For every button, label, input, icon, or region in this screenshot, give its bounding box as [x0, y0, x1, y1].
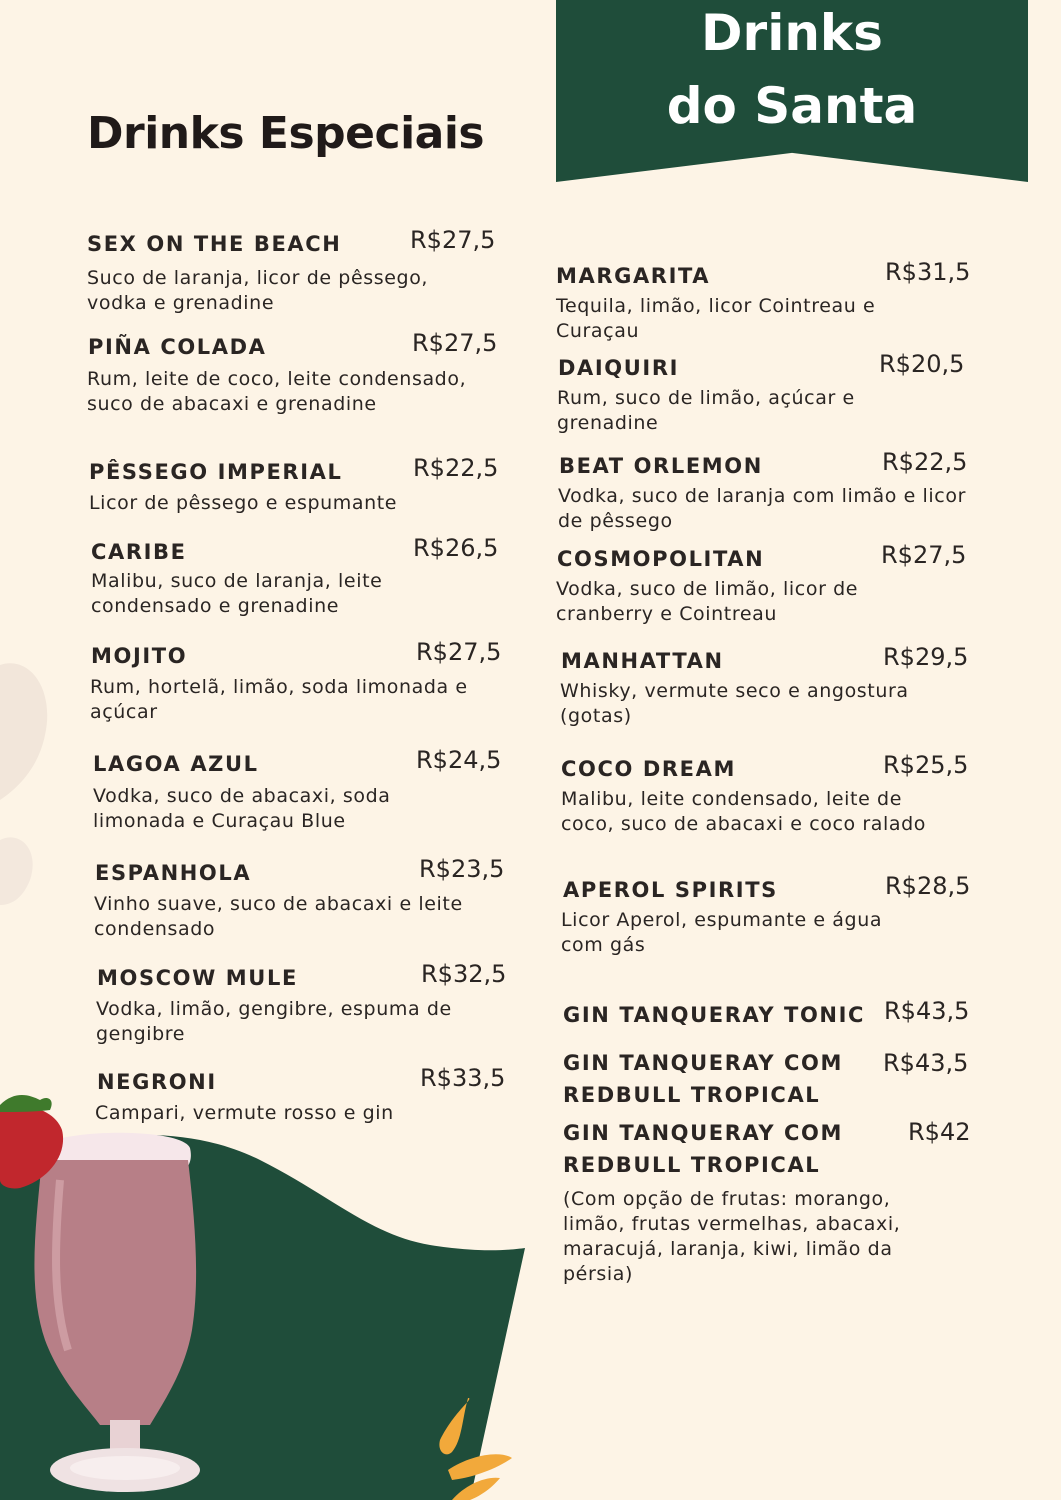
item-description: Vodka, suco de limão, licor de cranberry e Cointreau: [556, 578, 859, 625]
item-description: Tequila, limão, licor Cointreau e Curaçau: [556, 295, 876, 342]
item-name: PIÑA COLADA: [88, 335, 267, 359]
item-price: R$23,5: [419, 855, 505, 883]
item-price: R$26,5: [413, 534, 499, 562]
item-description: Vodka, limão, gengibre, espuma de gengibre: [96, 998, 452, 1045]
beige-blob: [0, 663, 47, 800]
item-price: R$27,5: [881, 541, 967, 569]
item-name: BEAT ORLEMON: [559, 454, 763, 478]
item-price: R$33,5: [420, 1064, 506, 1092]
item-description: (Com opção de frutas: morango, limão, frutas vermelhas, abacaxi, maracujá, laranja, kiwi, limão da pérsia): [563, 1188, 901, 1285]
item-name: CARIBE: [91, 540, 187, 564]
item-name: PÊSSEGO IMPERIAL: [89, 460, 343, 484]
banner-title-line2: do Santa: [666, 77, 918, 135]
item-name: COCO DREAM: [561, 757, 736, 781]
item-description: Whisky, vermute seco e angostura (gotas): [560, 680, 909, 727]
item-price: R$22,5: [882, 448, 968, 476]
item-description: Malibu, suco de laranja, leite condensado e grenadine: [91, 570, 383, 617]
item-description: Suco de laranja, licor de pêssego, vodka e grenadine: [87, 267, 429, 314]
item-name: COSMOPOLITAN: [557, 547, 765, 571]
banner-title-line1: Drinks: [701, 4, 883, 62]
item-price: R$27,5: [410, 226, 496, 254]
item-price: R$32,5: [421, 960, 507, 988]
item-price: R$20,5: [879, 350, 965, 378]
item-name: MOSCOW MULE: [97, 966, 298, 990]
section-title: Drinks Especiais: [87, 108, 485, 159]
glass-base-inner: [70, 1456, 180, 1480]
beige-blob-2: [0, 837, 33, 905]
item-price: R$27,5: [416, 638, 502, 666]
item-description: Licor de pêssego e espumante: [89, 492, 398, 514]
item-description: Licor Aperol, espumante e água com gás: [561, 909, 883, 956]
item-price: R$42: [908, 1118, 971, 1146]
item-price: R$24,5: [416, 746, 502, 774]
item-name: SEX ON THE BEACH: [87, 232, 342, 256]
item-name: GIN TANQUERAY COM REDBULL TROPICAL: [563, 1121, 843, 1177]
item-name: LAGOA AZUL: [93, 752, 259, 776]
item-name: NEGRONI: [97, 1070, 217, 1094]
item-name: GIN TANQUERAY TONIC: [563, 1003, 866, 1027]
item-name: MARGARITA: [556, 264, 711, 288]
item-price: R$29,5: [883, 643, 969, 671]
item-price: R$22,5: [413, 454, 499, 482]
item-name: MANHATTAN: [561, 649, 724, 673]
item-name: DAIQUIRI: [558, 356, 679, 380]
item-price: R$27,5: [412, 329, 498, 357]
item-name: GIN TANQUERAY COM REDBULL TROPICAL: [563, 1051, 843, 1107]
item-description: Rum, suco de limão, açúcar e grenadine: [557, 387, 855, 434]
item-price: R$43,5: [883, 1049, 969, 1077]
item-description: Rum, hortelã, limão, soda limonada e açúcar: [90, 676, 468, 723]
item-price: R$28,5: [885, 872, 971, 900]
item-description: Vinho suave, suco de abacaxi e leite condensado: [94, 893, 463, 940]
item-price: R$31,5: [885, 258, 971, 286]
item-description: Rum, leite de coco, leite condensado, suco de abacaxi e grenadine: [87, 368, 467, 415]
item-name: APEROL SPIRITS: [563, 878, 778, 902]
item-price: R$43,5: [884, 997, 970, 1025]
item-name: MOJITO: [91, 644, 188, 668]
item-description: Vodka, suco de laranja com limão e licor de pêssego: [558, 485, 966, 532]
strawberry-leaves: [0, 1095, 52, 1112]
item-description: Campari, vermute rosso e gin: [95, 1102, 394, 1124]
item-price: R$25,5: [883, 751, 969, 779]
item-name: ESPANHOLA: [95, 861, 252, 885]
item-description: Vodka, suco de abacaxi, soda limonada e Curaçau Blue: [93, 785, 391, 832]
item-description: Malibu, leite condensado, leite de coco, suco de abacaxi e coco ralado: [561, 788, 927, 835]
